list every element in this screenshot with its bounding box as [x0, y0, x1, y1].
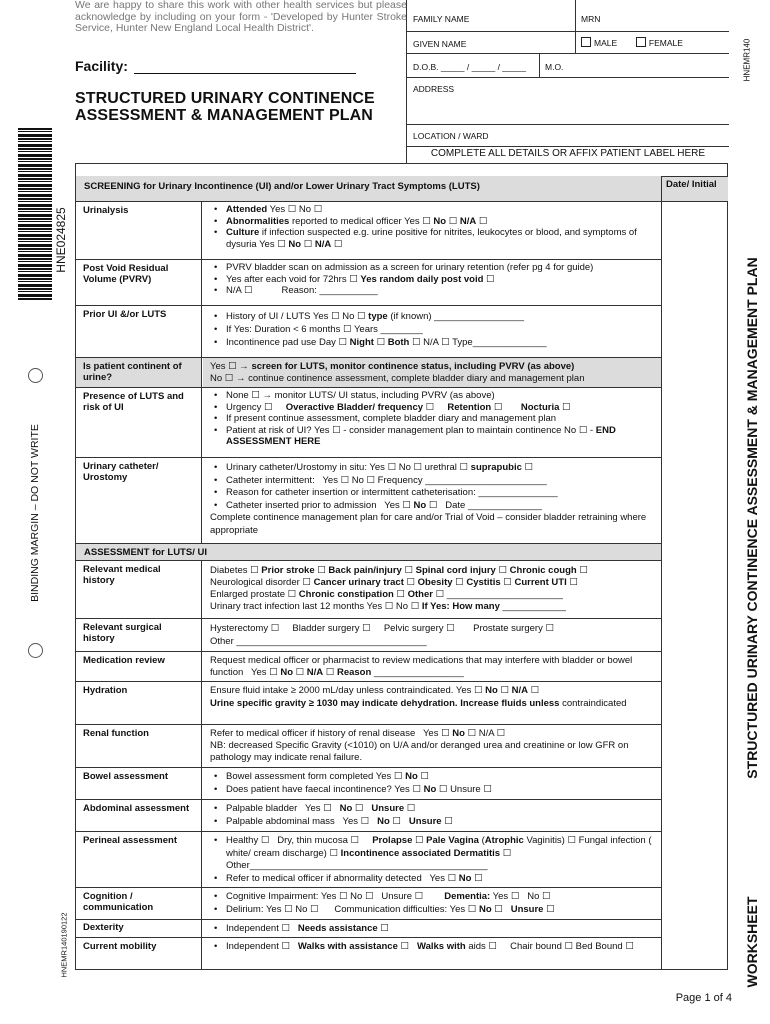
- assessment-header: ASSESSMENT for LUTS/ UI: [76, 544, 661, 561]
- row-presence-luts: [76, 388, 661, 458]
- prior-ui-content[interactable]: [203, 306, 661, 357]
- bowel-assessment-label: Bowel assessment: [76, 768, 202, 799]
- presence-risk[interactable]: • Patient at risk of UI? Yes ☐ - consider management plan to maintain continence No ☐ - END ASSESSMENT HERE: [226, 425, 654, 448]
- renal-line2: NB: decreased Specific Gravity (<1010) on U/A and/or deranged urea and creatinine or low GFR on pathology may indicate renal failure.: [210, 740, 629, 763]
- presence-luts-label: Presence of LUTS and risk of UI: [76, 388, 202, 457]
- dob-label: D.O.B. _____ / _____ / _____: [413, 62, 526, 72]
- dexterity-options[interactable]: • Independent ☐ Needs assistance ☐: [226, 923, 654, 935]
- row-perineal-assessment: [76, 832, 661, 888]
- bowel-faecal[interactable]: • Does patient have faecal incontinence? Yes ☐ No ☐ Unsure ☐: [226, 784, 654, 797]
- document-title: [75, 90, 375, 124]
- medication-review-content[interactable]: [203, 652, 661, 681]
- dexterity-label: Dexterity: [76, 920, 202, 937]
- surgical-history-label: Relevant surgical history: [76, 619, 202, 651]
- row-continent: [76, 358, 661, 388]
- female-checkbox[interactable]: [636, 37, 646, 47]
- date-initial-column[interactable]: [661, 176, 662, 969]
- document-title-line2: ASSESSMENT & MANAGEMENT PLAN: [75, 107, 373, 124]
- perineal-assessment-label: Perineal assessment: [76, 832, 202, 887]
- facility-label: Facility:: [75, 58, 128, 74]
- hydration-content[interactable]: [203, 682, 661, 724]
- renal-line1[interactable]: Refer to medical officer if history of renal disease Yes ☐ No ☐ N/A ☐: [210, 728, 506, 739]
- surgical-line2[interactable]: Other ____________________________________: [210, 635, 427, 647]
- surgical-history-content[interactable]: [203, 619, 661, 651]
- family-name-label: FAMILY NAME: [413, 14, 470, 24]
- side-title: STRUCTURED URINARY CONTINENCE ASSESSMENT & MANAGEMENT PLAN: [744, 257, 760, 779]
- male-checkbox[interactable]: [581, 37, 591, 47]
- catheter-plan: Complete continence management plan for care and/or Trial of Void – consider bladder retraining where appropriate: [210, 512, 647, 536]
- urinalysis-culture[interactable]: • Culture if infection suspected e.g. urine positive for nitrites, leukocytes or blood, and symptoms of dysuria Yes ☐ No ☐ N/A ☐: [226, 227, 654, 250]
- prior-ui-duration[interactable]: • If Yes: Duration < 6 months ☐ Years ________: [226, 323, 654, 336]
- cognition-label: Cognition / communication: [76, 888, 202, 919]
- row-bowel-assessment: [76, 768, 661, 800]
- mo-label: M.O.: [545, 62, 564, 72]
- hydration-label: Hydration: [76, 682, 202, 724]
- row-dexterity: [76, 920, 661, 938]
- mobility-content[interactable]: [203, 938, 661, 969]
- row-medical-history: [76, 561, 661, 619]
- cognition-impairment[interactable]: • Cognitive Impairment: Yes ☐ No ☐ Unsure ☐ Dementia: Yes ☐ No ☐: [226, 891, 654, 904]
- continent-content[interactable]: [203, 358, 661, 387]
- abdominal-mass[interactable]: • Palpable abdominal mass Yes ☐ No ☐ Unsure ☐: [226, 816, 654, 829]
- urinalysis-content[interactable]: [203, 202, 661, 259]
- male-label: MALE: [594, 38, 618, 48]
- row-prior-ui: [76, 306, 661, 358]
- presence-luts-content[interactable]: [203, 388, 661, 457]
- pvrv-label: Post Void Residual Volume (PVRV): [76, 260, 202, 305]
- female-label: FEMALE: [648, 38, 683, 48]
- prior-ui-label: Prior UI &/or LUTS: [76, 306, 202, 357]
- form-code: HNEMR140190122: [59, 912, 69, 978]
- row-catheter: [76, 458, 661, 544]
- catheter-label: Urinary catheter/ Urostomy: [76, 458, 202, 543]
- cognition-content[interactable]: [203, 888, 661, 919]
- bowel-assessment-content[interactable]: [203, 768, 661, 799]
- dob-row[interactable]: [407, 54, 729, 78]
- pvrv-frequency[interactable]: • Yes after each void for 72hrs ☐ Yes random daily post void ☐: [226, 274, 654, 286]
- given-name-row[interactable]: [407, 32, 729, 54]
- mobility-options[interactable]: • Independent ☐ Walks with assistance ☐ Walks with aids ☐ Chair bound ☐ Bed Bound ☐: [226, 941, 654, 954]
- row-hydration: [76, 682, 661, 725]
- date-initial-header: Date/ Initial: [662, 177, 728, 202]
- row-mobility: [76, 938, 661, 969]
- dexterity-content[interactable]: [203, 920, 661, 937]
- page-number: Page 1 of 4: [675, 992, 732, 1004]
- medical-line4[interactable]: Urinary tract infection last 12 months Yes ☐ No ☐ If Yes: How many ____________: [210, 601, 566, 612]
- mobility-label: Current mobility: [76, 938, 202, 969]
- acknowledgement-text: We are happy to share this work with other health services but please acknowledge by including on your form - 'Developed by Hunter Stroke Service, Hunter New England Local Health District'.: [75, 0, 407, 34]
- location-row[interactable]: [407, 125, 729, 147]
- assessment-table: [75, 163, 728, 970]
- row-abdominal-assessment: [76, 800, 661, 832]
- row-urinalysis: [76, 202, 661, 260]
- address-label: ADDRESS: [413, 84, 455, 94]
- cognition-delirium[interactable]: • Delirium: Yes ☐ No ☐ Communication difficulties: Yes ☐ No ☐ Unsure ☐: [226, 904, 654, 917]
- address-row[interactable]: [407, 78, 729, 125]
- renal-function-content[interactable]: [203, 725, 661, 767]
- row-cognition: [76, 888, 661, 920]
- pvrv-scan[interactable]: • PVRV bladder scan on admission as a screen for urinary retention (refer pg 4 for guide): [226, 262, 654, 274]
- medical-history-label: Relevant medical history: [76, 561, 202, 618]
- screening-header: SCREENING for Urinary Incontinence (UI) and/or Lower Urinary Tract Symptoms (LUTS): [76, 176, 661, 202]
- binding-hole-bottom: [28, 643, 43, 658]
- medication-review-label: Medication review: [76, 652, 202, 681]
- facility-field[interactable]: [75, 58, 356, 74]
- catheter-in-situ[interactable]: • Urinary catheter/Urostomy in situ: Yes ☐ No ☐ urethral ☐ suprapubic ☐: [226, 462, 654, 475]
- mrn-cell[interactable]: [575, 0, 729, 31]
- catheter-reason[interactable]: • Reason for catheter insertion or intermittent catheterisation: _______________: [226, 487, 654, 500]
- medical-history-content[interactable]: [203, 561, 661, 618]
- catheter-intermittent[interactable]: • Catheter intermittent: Yes ☐ No ☐ Frequency _______________________: [226, 475, 654, 488]
- abdominal-assessment-content[interactable]: [203, 800, 661, 831]
- perineal-findings[interactable]: • Healthy ☐ Dry, thin mucosa ☐ Prolapse ☐ Pale Vagina (Atrophic Vaginitis) ☐ Fungal infection ( white/ cream discharge) ☐ Incontinence associated Dermatitis ☐ Other_____________________________________________: [226, 835, 654, 873]
- mrn-label: MRN: [581, 14, 601, 24]
- binding-hole-top: [28, 368, 43, 383]
- form-number-top: HNEMR140: [742, 38, 752, 82]
- family-name-row[interactable]: [407, 0, 729, 32]
- presence-continue[interactable]: • If present continue assessment, complete bladder diary and management plan: [226, 413, 654, 425]
- renal-function-label: Renal function: [76, 725, 202, 767]
- presence-none[interactable]: • None ☐ → monitor LUTS/ UI status, including PVRV (as above): [226, 390, 654, 402]
- given-name-label: GIVEN NAME: [413, 39, 467, 49]
- barcode: [18, 128, 52, 300]
- perineal-refer[interactable]: • Refer to medical officer if abnormality detected Yes ☐ No ☐: [226, 873, 654, 886]
- continent-label: Is patient continent of urine?: [76, 358, 202, 387]
- sex-cell: [575, 32, 729, 53]
- row-pvrv: [76, 260, 661, 306]
- urinalysis-abnormalities[interactable]: • Abnormalities reported to medical officer Yes ☐ No ☐ N/A ☐: [226, 216, 654, 228]
- mo-cell[interactable]: [539, 54, 729, 77]
- hydration-line1[interactable]: Ensure fluid intake ≥ 2000 mL/day unless contraindicated. Yes ☐ No ☐ N/A ☐: [210, 685, 540, 696]
- continent-no[interactable]: No ☐ → continue continence assessment, complete bladder diary and management plan: [210, 372, 585, 384]
- perineal-assessment-content[interactable]: [203, 832, 661, 887]
- urinalysis-label: Urinalysis: [76, 202, 202, 259]
- medication-line1[interactable]: Request medical officer or pharmacist to review medications that may interfere with bladder or bowel function Yes ☐ No ☐ N/A ☐ Reason _________________: [210, 655, 633, 678]
- document-title-line1: STRUCTURED URINARY CONTINENCE: [75, 90, 375, 107]
- abdominal-assessment-label: Abdominal assessment: [76, 800, 202, 831]
- catheter-prior[interactable]: • Catheter inserted prior to admission Yes ☐ No ☐ Date ______________: [226, 500, 654, 513]
- medical-line1[interactable]: Diabetes ☐ Prior stroke ☐ Back pain/injury ☐ Spinal cord injury ☐ Chronic cough ☐: [210, 565, 588, 576]
- bowel-form[interactable]: • Bowel assessment form completed Yes ☐ No ☐: [226, 771, 654, 784]
- abdominal-bladder[interactable]: • Palpable bladder Yes ☐ No ☐ Unsure ☐: [226, 803, 654, 816]
- row-medication-review: [76, 652, 661, 682]
- prior-ui-pad[interactable]: • Incontinence pad use Day ☐ Night ☐ Both ☐ N/A ☐ Type______________: [226, 336, 654, 349]
- continent-yes[interactable]: Yes ☐ → screen for LUTS, monitor continence status, including PVRV (as above): [210, 361, 575, 372]
- patient-label-instruction: COMPLETE ALL DETAILS OR AFFIX PATIENT LABEL HERE: [430, 148, 706, 159]
- hydration-line2: Urine specific gravity ≥ 1030 may indicate dehydration. Increase fluids unless contraindicated: [210, 697, 627, 709]
- facility-line[interactable]: [134, 61, 356, 74]
- worksheet-label: WORKSHEET: [744, 896, 760, 988]
- medical-line2[interactable]: Neurological disorder ☐ Cancer urinary tract ☐ Obesity ☐ Cystitis ☐ Current UTI ☐: [210, 577, 578, 588]
- binding-margin-note: BINDING MARGIN – DO NOT WRITE: [29, 424, 41, 602]
- presence-urgency[interactable]: • Urgency ☐ Overactive Bladder/ frequency ☐ Retention ☐ Nocturia ☐: [226, 402, 654, 414]
- medical-line3[interactable]: Enlarged prostate ☐ Chronic constipation ☐ Other ☐ ______________________: [210, 589, 563, 600]
- pvrv-content[interactable]: [203, 260, 661, 305]
- surgical-line1[interactable]: Hysterectomy ☐ Bladder surgery ☐ Pelvic surgery ☐ Prostate surgery ☐: [210, 623, 554, 634]
- catheter-content[interactable]: [203, 458, 661, 543]
- pvrv-na[interactable]: • N/A ☐ Reason: ___________: [226, 285, 654, 297]
- barcode-number: HNE024825: [54, 207, 68, 273]
- urinalysis-attended[interactable]: • Attended Yes ☐ No ☐: [226, 204, 654, 216]
- row-surgical-history: [76, 619, 661, 652]
- patient-details-box: [406, 0, 729, 163]
- prior-ui-history[interactable]: • History of UI / LUTS Yes ☐ No ☐ type (if known) _________________: [226, 310, 654, 323]
- row-renal-function: [76, 725, 661, 768]
- location-label: LOCATION / WARD: [413, 131, 489, 141]
